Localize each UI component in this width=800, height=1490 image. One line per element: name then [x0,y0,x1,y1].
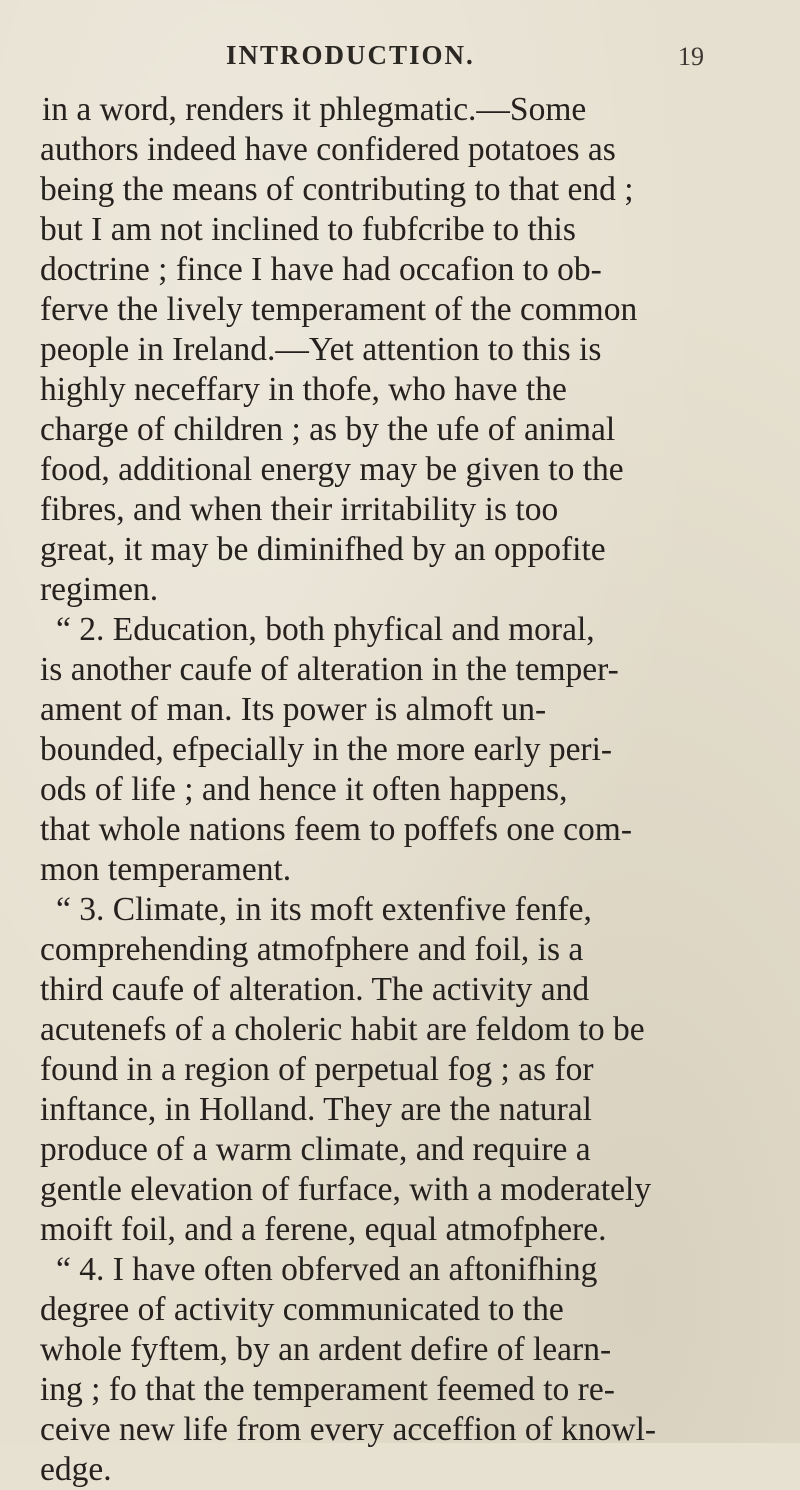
text-line: moift foil, and a ferene, equal atmofphere. [40,1211,607,1248]
text-line: inftance, in Holland. They are the natural [40,1091,592,1128]
text-line: gentle elevation of furface, with a moderately [40,1171,652,1208]
text-line: regimen. [40,571,159,608]
text-line: in a word, renders it phlegmatic.—Some [42,91,587,128]
text-line: acutenefs of a choleric habit are feldom to be [40,1011,645,1048]
page-number: 19 [678,42,704,71]
text-line: “ 3. Climate, in its moft extenfive fenfe, [56,891,592,928]
text-line: doctrine ; fince I have had occafion to ob- [40,251,602,288]
text-line: ods of life ; and hence it often happens, [40,771,568,808]
text-line: people in Ireland.—Yet attention to this is [40,331,602,368]
running-head [0,40,800,80]
running-head-title: INTRODUCTION. [226,40,475,70]
text-line: “ 4. I have often obferved an aftonifhing [56,1251,598,1288]
text-line: great, it may be diminifhed by an oppofite [40,531,606,568]
text-line: food, additional energy may be given to the [40,451,624,488]
text-line: being the means of contributing to that end ; [40,171,634,208]
text-line: authors indeed have confidered potatoes as [40,131,616,168]
text-line: ceive new life from every acceffion of knowl- [40,1411,657,1448]
text-line: found in a region of perpetual fog ; as for [40,1051,594,1088]
text-line: ing ; fo that the temperament feemed to re- [40,1371,615,1408]
text-line: fibres, and when their irritability is too [40,491,559,528]
text-line: that whole nations feem to poffefs one com- [40,811,632,848]
text-line: mon temperament. [40,851,292,888]
text-line: “ 2. Education, both phyfical and moral, [56,611,595,648]
text-line: produce of a warm climate, and require a [40,1131,591,1168]
text-line: edge. [40,1451,112,1488]
text-line: highly neceffary in thofe, who have the [40,371,567,408]
text-line: bounded, efpecially in the more early peri- [40,731,613,768]
text-line: ferve the lively temperament of the common [40,291,638,328]
text-line: charge of children ; as by the ufe of animal [40,411,616,448]
text-line: ament of man. Its power is almoft un- [40,691,547,728]
text-line: degree of activity communicated to the [40,1291,564,1328]
text-line: comprehending atmofphere and foil, is a [40,931,584,968]
text-line: whole fyftem, by an ardent defire of learn- [40,1331,612,1368]
text-line: but I am not inclined to fubfcribe to this [40,211,576,248]
text-line: third caufe of alteration. The activity and [40,971,590,1008]
text-line: is another caufe of alteration in the temper- [40,651,619,688]
